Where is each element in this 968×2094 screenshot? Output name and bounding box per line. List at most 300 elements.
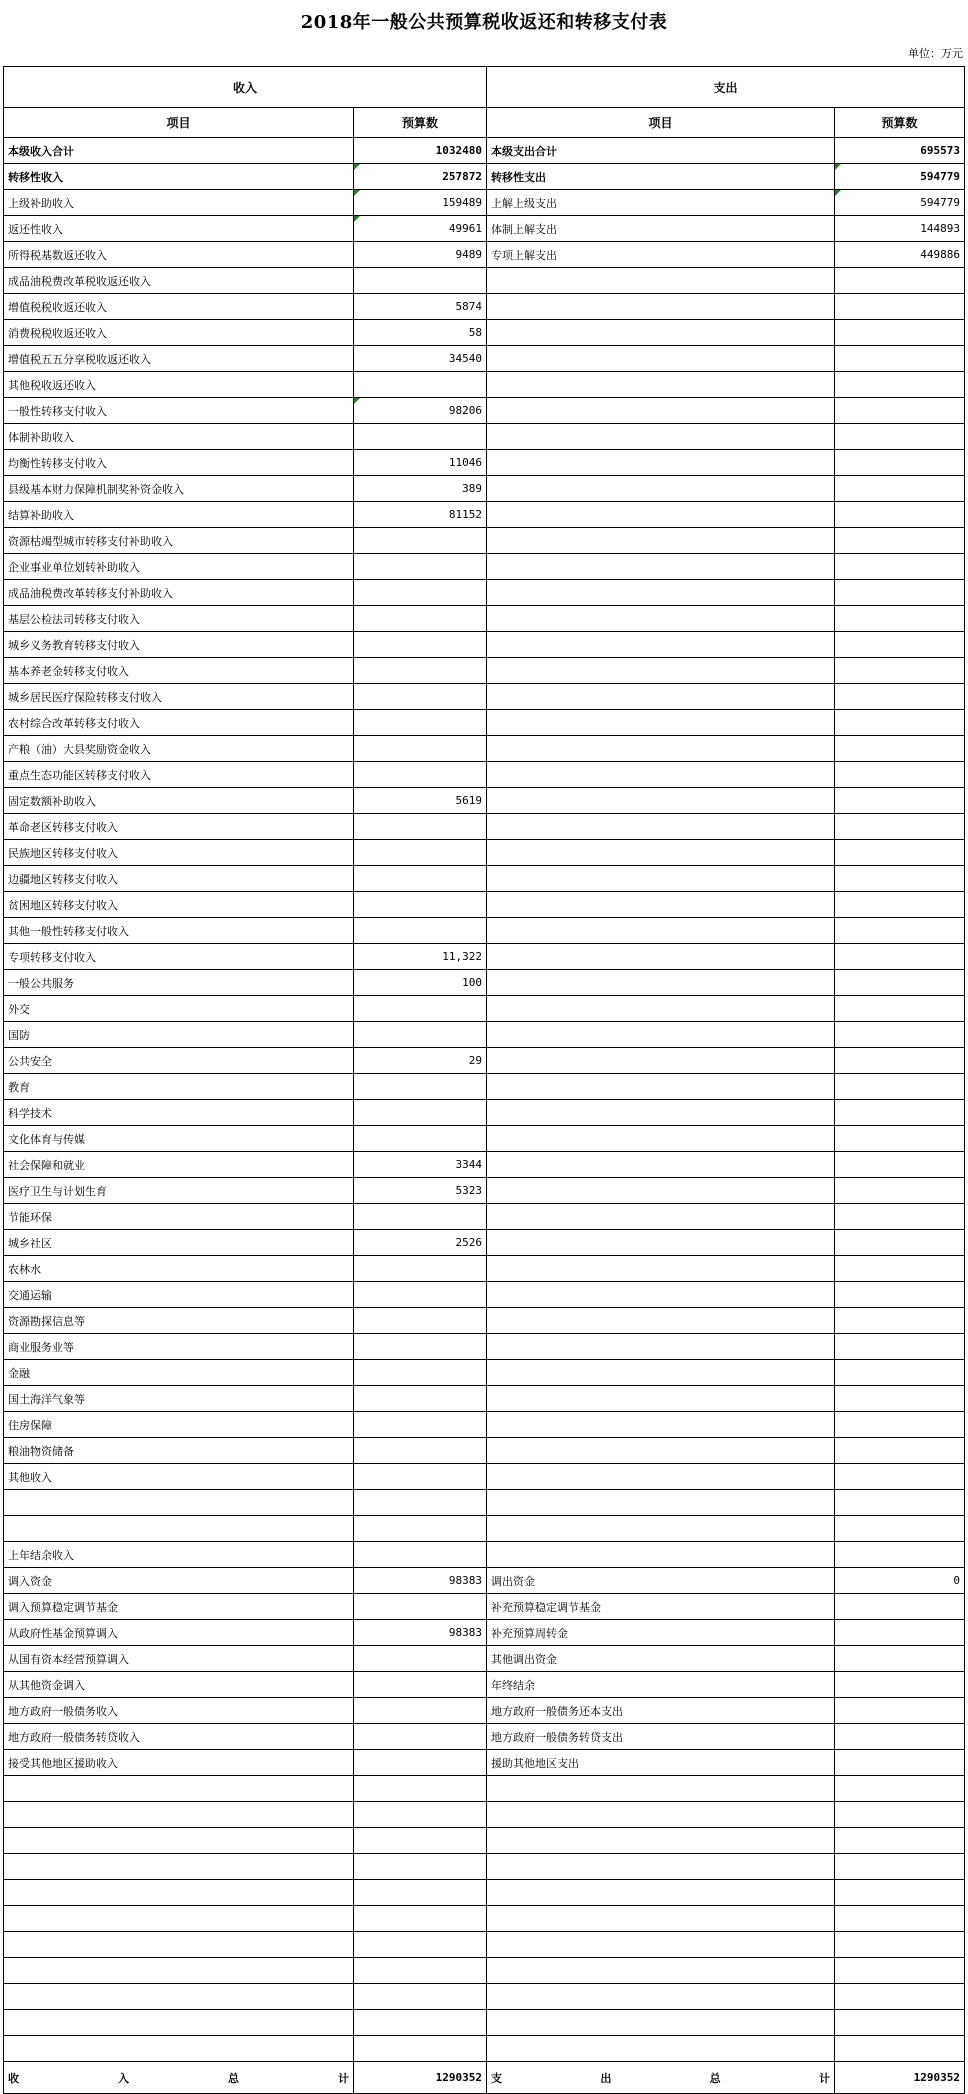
expense-item-cell — [487, 606, 835, 632]
expense-item-cell — [487, 2036, 835, 2062]
expense-budget-cell — [835, 1438, 965, 1464]
expense-item-cell — [487, 398, 835, 424]
expense-budget-cell — [835, 1022, 965, 1048]
expense-budget-cell: 0 — [835, 1568, 965, 1594]
expense-budget-cell — [835, 476, 965, 502]
expense-item-cell — [487, 1516, 835, 1542]
table-row — [4, 1984, 965, 2010]
expense-budget-cell — [835, 1126, 965, 1152]
expense-budget-cell — [835, 1594, 965, 1620]
income-item-cell: 本级收入合计 — [4, 138, 354, 164]
expense-budget-cell — [835, 658, 965, 684]
expense-item-cell — [487, 2010, 835, 2036]
expense-item-cell — [487, 658, 835, 684]
unit-label: 单位：万元 — [908, 47, 963, 60]
income-item-cell: 外交 — [4, 996, 354, 1022]
expense-budget-cell — [835, 1958, 965, 1984]
income-budget-cell — [354, 762, 487, 788]
expense-item-cell — [487, 1490, 835, 1516]
expense-total-value: 1290352 — [835, 2062, 965, 2094]
income-budget-cell: 100 — [354, 970, 487, 996]
income-item-cell — [4, 1880, 354, 1906]
expense-budget-cell — [835, 1048, 965, 1074]
income-budget-cell — [354, 1828, 487, 1854]
income-budget-cell: 3344 — [354, 1152, 487, 1178]
expense-total-char: 支 — [491, 2071, 503, 2085]
table-row — [4, 1256, 965, 1282]
table-row — [4, 762, 965, 788]
income-budget-cell — [354, 710, 487, 736]
expense-budget-cell — [835, 788, 965, 814]
expense-item-cell — [487, 1984, 835, 2010]
income-item-cell: 边疆地区转移支付收入 — [4, 866, 354, 892]
table-row — [4, 606, 965, 632]
table-row — [4, 970, 965, 996]
expense-item-cell — [487, 1048, 835, 1074]
income-budget-cell: 159489 — [354, 190, 487, 216]
expense-item-cell — [487, 944, 835, 970]
expense-budget-cell — [835, 1204, 965, 1230]
table-row — [4, 528, 965, 554]
income-item-cell — [4, 2010, 354, 2036]
income-budget-cell — [354, 1594, 487, 1620]
table-row — [4, 1178, 965, 1204]
table-row — [4, 1204, 965, 1230]
expense-item-cell: 调出资金 — [487, 1568, 835, 1594]
expense-item-cell — [487, 1932, 835, 1958]
table-row — [4, 1828, 965, 1854]
table-row — [4, 1152, 965, 1178]
income-item-cell: 其他一般性转移支付收入 — [4, 918, 354, 944]
expense-budget-cell — [835, 1256, 965, 1282]
expense-item-cell: 转移性支出 — [487, 164, 835, 190]
income-budget-cell: 9489 — [354, 242, 487, 268]
expense-budget-cell — [835, 1516, 965, 1542]
income-budget-cell — [354, 1542, 487, 1568]
income-item-cell: 从其他资金调入 — [4, 1672, 354, 1698]
income-item-cell: 基本养老金转移支付收入 — [4, 658, 354, 684]
expense-budget-cell — [835, 918, 965, 944]
table-row — [4, 892, 965, 918]
income-item-cell: 文化体育与传媒 — [4, 1126, 354, 1152]
expense-item-cell — [487, 1022, 835, 1048]
expense-budget-cell — [835, 1360, 965, 1386]
income-item-cell: 上年结余收入 — [4, 1542, 354, 1568]
expense-total-char: 总 — [709, 2071, 721, 2085]
expense-item-cell — [487, 762, 835, 788]
table-row — [4, 1932, 965, 1958]
income-item-cell: 返还性收入 — [4, 216, 354, 242]
expense-item-cell — [487, 320, 835, 346]
income-total-char: 入 — [118, 2071, 129, 2085]
expense-budget-cell — [835, 1464, 965, 1490]
income-budget-cell — [354, 1412, 487, 1438]
table-row — [4, 1386, 965, 1412]
expense-budget-cell — [835, 1932, 965, 1958]
income-item-cell: 国土海洋气象等 — [4, 1386, 354, 1412]
income-item-cell: 重点生态功能区转移支付收入 — [4, 762, 354, 788]
expense-item-cell — [487, 866, 835, 892]
expense-item-cell — [487, 814, 835, 840]
income-item-cell: 金融 — [4, 1360, 354, 1386]
table-row — [4, 1360, 965, 1386]
table-row — [4, 684, 965, 710]
income-total-char: 收 — [8, 2071, 19, 2085]
expense-budget-cell — [835, 710, 965, 736]
page-title: 2018年一般公共预算税收返还和转移支付表 — [300, 12, 668, 33]
expense-budget-cell — [835, 1906, 965, 1932]
table-row — [4, 1048, 965, 1074]
table-row — [4, 1490, 965, 1516]
expense-item-cell — [487, 424, 835, 450]
expense-budget-cell — [835, 1750, 965, 1776]
income-item-cell: 公共安全 — [4, 1048, 354, 1074]
expense-budget-cell — [835, 424, 965, 450]
income-budget-cell — [354, 268, 487, 294]
income-item-cell: 交通运输 — [4, 1282, 354, 1308]
income-budget-cell — [354, 996, 487, 1022]
expense-item-cell: 本级支出合计 — [487, 138, 835, 164]
expense-budget-cell — [835, 1230, 965, 1256]
income-total-label — [4, 2062, 354, 2094]
expense-budget-cell: 144893 — [835, 216, 965, 242]
expense-budget-cell — [835, 1724, 965, 1750]
income-budget-cell: 11,322 — [354, 944, 487, 970]
section-header-row — [4, 67, 965, 108]
income-budget-cell — [354, 1074, 487, 1100]
income-item-cell: 资源勘探信息等 — [4, 1308, 354, 1334]
expense-item-cell — [487, 736, 835, 762]
income-budget-cell: 81152 — [354, 502, 487, 528]
expense-budget-cell — [835, 528, 965, 554]
table-row — [4, 1906, 965, 1932]
expense-budget-cell — [835, 1152, 965, 1178]
income-item-cell — [4, 1906, 354, 1932]
income-item-cell: 从国有资本经营预算调入 — [4, 1646, 354, 1672]
income-item-cell — [4, 1516, 354, 1542]
income-budget-cell — [354, 1022, 487, 1048]
table-row — [4, 450, 965, 476]
income-item-cell: 地方政府一般债务转贷收入 — [4, 1724, 354, 1750]
totals-row — [4, 2062, 965, 2094]
income-item-cell: 企业事业单位划转补助收入 — [4, 554, 354, 580]
income-budget-cell — [354, 554, 487, 580]
expense-item-cell — [487, 1204, 835, 1230]
expense-budget-cell — [835, 1828, 965, 1854]
expense-budget-cell — [835, 1672, 965, 1698]
expense-item-cell — [487, 1438, 835, 1464]
expense-item-cell — [487, 1542, 835, 1568]
income-item-cell: 成品油税费改革转移支付补助收入 — [4, 580, 354, 606]
income-item-cell: 上级补助收入 — [4, 190, 354, 216]
expense-budget-cell — [835, 1490, 965, 1516]
income-budget-cell — [354, 1932, 487, 1958]
expense-budget-cell: 449886 — [835, 242, 965, 268]
table-row — [4, 1724, 965, 1750]
income-budget-cell — [354, 1854, 487, 1880]
table-row — [4, 1776, 965, 1802]
expense-total-char: 计 — [819, 2071, 830, 2085]
income-item-cell — [4, 1932, 354, 1958]
expense-item-cell — [487, 1308, 835, 1334]
expense-item-cell — [487, 528, 835, 554]
table-row — [4, 1438, 965, 1464]
income-budget-cell — [354, 1282, 487, 1308]
table-row — [4, 736, 965, 762]
table-row — [4, 1308, 965, 1334]
income-budget-cell — [354, 1984, 487, 2010]
income-item-cell: 体制补助收入 — [4, 424, 354, 450]
income-budget-cell: 1032480 — [354, 138, 487, 164]
expense-budget-cell — [835, 372, 965, 398]
income-budget-cell — [354, 1386, 487, 1412]
income-budget-cell: 29 — [354, 1048, 487, 1074]
income-item-cell: 城乡社区 — [4, 1230, 354, 1256]
expense-budget-cell — [835, 632, 965, 658]
income-budget-cell — [354, 1906, 487, 1932]
income-budget-cell — [354, 1438, 487, 1464]
table-row — [4, 398, 965, 424]
expense-item-cell: 上解上级支出 — [487, 190, 835, 216]
income-item-cell — [4, 1776, 354, 1802]
expense-item-cell — [487, 372, 835, 398]
income-item-cell — [4, 1854, 354, 1880]
income-budget-cell — [354, 1958, 487, 1984]
expense-item-cell: 其他调出资金 — [487, 1646, 835, 1672]
expense-budget-cell — [835, 1282, 965, 1308]
table-row — [4, 1594, 965, 1620]
expense-item-cell — [487, 1802, 835, 1828]
expense-budget-cell — [835, 2010, 965, 2036]
expense-budget-cell — [835, 1334, 965, 1360]
expense-item-cell — [487, 1074, 835, 1100]
expense-budget-cell — [835, 944, 965, 970]
expense-budget-cell — [835, 814, 965, 840]
expense-budget-cell — [835, 1698, 965, 1724]
expense-budget-cell — [835, 1412, 965, 1438]
income-item-cell: 社会保障和就业 — [4, 1152, 354, 1178]
expense-item-header: 项目 — [487, 108, 835, 138]
table-row — [4, 1516, 965, 1542]
table-row — [4, 346, 965, 372]
expense-item-cell — [487, 1464, 835, 1490]
expense-item-cell — [487, 1828, 835, 1854]
table-row — [4, 1854, 965, 1880]
table-row — [4, 580, 965, 606]
table-row — [4, 788, 965, 814]
expense-item-cell — [487, 1178, 835, 1204]
expense-item-cell: 年终结余 — [487, 1672, 835, 1698]
expense-budget-cell — [835, 996, 965, 1022]
table-row — [4, 1542, 965, 1568]
income-item-cell — [4, 1802, 354, 1828]
table-row — [4, 658, 965, 684]
expense-budget-cell — [835, 1100, 965, 1126]
income-budget-cell: 5874 — [354, 294, 487, 320]
expense-item-cell — [487, 294, 835, 320]
expense-item-cell — [487, 1906, 835, 1932]
table-row — [4, 814, 965, 840]
income-budget-cell — [354, 1100, 487, 1126]
expense-item-cell: 补充预算周转金 — [487, 1620, 835, 1646]
table-row — [4, 1646, 965, 1672]
table-row — [4, 1230, 965, 1256]
income-budget-cell: 34540 — [354, 346, 487, 372]
income-item-cell: 农林水 — [4, 1256, 354, 1282]
expense-item-cell — [487, 1854, 835, 1880]
income-total-value: 1290352 — [354, 2062, 487, 2094]
income-budget-cell: 5619 — [354, 788, 487, 814]
income-budget-cell — [354, 424, 487, 450]
expense-budget-cell — [835, 1646, 965, 1672]
income-item-cell: 农村综合改革转移支付收入 — [4, 710, 354, 736]
income-budget-cell — [354, 684, 487, 710]
table-row — [4, 2036, 965, 2062]
income-budget-cell — [354, 866, 487, 892]
income-budget-cell: 11046 — [354, 450, 487, 476]
expense-item-cell — [487, 502, 835, 528]
income-item-cell: 从政府性基金预算调入 — [4, 1620, 354, 1646]
expense-budget-cell — [835, 1854, 965, 1880]
expense-budget-cell — [835, 1802, 965, 1828]
income-item-cell: 一般公共服务 — [4, 970, 354, 996]
income-item-cell: 消费税税收返还收入 — [4, 320, 354, 346]
income-item-cell: 固定数额补助收入 — [4, 788, 354, 814]
income-budget-cell — [354, 1698, 487, 1724]
expense-item-cell — [487, 1256, 835, 1282]
income-budget-cell: 2526 — [354, 1230, 487, 1256]
expense-item-cell — [487, 1360, 835, 1386]
income-budget-cell — [354, 814, 487, 840]
income-budget-cell — [354, 606, 487, 632]
table-row — [4, 268, 965, 294]
table-row — [4, 1568, 965, 1594]
expense-budget-cell — [835, 1880, 965, 1906]
income-budget-cell: 5323 — [354, 1178, 487, 1204]
income-budget-cell — [354, 736, 487, 762]
income-item-cell: 接受其他地区援助收入 — [4, 1750, 354, 1776]
table-row — [4, 1750, 965, 1776]
expense-item-cell — [487, 710, 835, 736]
income-item-cell: 成品油税费改革税收返还收入 — [4, 268, 354, 294]
expense-budget-cell — [835, 1074, 965, 1100]
table-row — [4, 1672, 965, 1698]
table-row — [4, 216, 965, 242]
expense-budget-cell — [835, 684, 965, 710]
table-row — [4, 294, 965, 320]
table-row — [4, 1126, 965, 1152]
income-budget-cell — [354, 1256, 487, 1282]
expense-item-cell — [487, 684, 835, 710]
income-item-cell: 调入资金 — [4, 1568, 354, 1594]
expense-item-cell — [487, 840, 835, 866]
expense-item-cell: 地方政府一般债务转贷支出 — [487, 1724, 835, 1750]
income-budget-header: 预算数 — [354, 108, 487, 138]
income-item-cell: 地方政府一般债务收入 — [4, 1698, 354, 1724]
expense-budget-cell — [835, 892, 965, 918]
table-row — [4, 1334, 965, 1360]
expense-item-cell: 体制上解支出 — [487, 216, 835, 242]
income-item-cell: 均衡性转移支付收入 — [4, 450, 354, 476]
expense-budget-cell: 594779 — [835, 164, 965, 190]
income-item-cell: 资源枯竭型城市转移支付补助收入 — [4, 528, 354, 554]
expense-item-cell — [487, 1412, 835, 1438]
column-header-row — [4, 108, 965, 138]
income-item-cell — [4, 2036, 354, 2062]
expense-budget-header: 预算数 — [835, 108, 965, 138]
income-item-cell — [4, 1958, 354, 1984]
budget-table — [3, 66, 965, 2094]
income-budget-cell: 257872 — [354, 164, 487, 190]
income-budget-cell — [354, 632, 487, 658]
expense-item-cell — [487, 1100, 835, 1126]
expense-item-cell — [487, 1880, 835, 1906]
expense-item-cell — [487, 788, 835, 814]
expense-item-cell — [487, 892, 835, 918]
income-budget-cell — [354, 1776, 487, 1802]
expense-budget-cell — [835, 1386, 965, 1412]
income-budget-cell — [354, 528, 487, 554]
expense-item-cell — [487, 476, 835, 502]
expense-item-cell: 专项上解支出 — [487, 242, 835, 268]
table-row — [4, 840, 965, 866]
income-budget-cell — [354, 1464, 487, 1490]
table-row — [4, 554, 965, 580]
table-row — [4, 372, 965, 398]
expense-total-label — [487, 2062, 835, 2094]
expense-budget-cell — [835, 1308, 965, 1334]
expense-budget-cell — [835, 346, 965, 372]
income-budget-cell — [354, 372, 487, 398]
income-budget-cell — [354, 892, 487, 918]
table-row — [4, 1958, 965, 1984]
income-total-char: 计 — [338, 2071, 349, 2085]
expense-item-cell — [487, 1386, 835, 1412]
table-row — [4, 320, 965, 346]
table-row — [4, 944, 965, 970]
table-row — [4, 1412, 965, 1438]
expense-budget-cell — [835, 398, 965, 424]
income-budget-cell — [354, 1490, 487, 1516]
income-item-cell: 其他税收返还收入 — [4, 372, 354, 398]
expense-item-cell — [487, 554, 835, 580]
expense-item-cell — [487, 1958, 835, 1984]
income-budget-cell — [354, 1802, 487, 1828]
expense-item-cell — [487, 1776, 835, 1802]
income-budget-cell — [354, 1646, 487, 1672]
table-row — [4, 710, 965, 736]
expense-budget-cell — [835, 840, 965, 866]
table-row — [4, 1464, 965, 1490]
income-budget-cell: 389 — [354, 476, 487, 502]
income-budget-cell: 98383 — [354, 1620, 487, 1646]
income-budget-cell — [354, 1880, 487, 1906]
income-item-cell: 其他收入 — [4, 1464, 354, 1490]
table-row — [4, 1022, 965, 1048]
income-item-cell — [4, 1828, 354, 1854]
expense-budget-cell — [835, 606, 965, 632]
income-budget-cell — [354, 1126, 487, 1152]
table-row — [4, 1074, 965, 1100]
income-item-header: 项目 — [4, 108, 354, 138]
income-item-cell: 一般性转移支付收入 — [4, 398, 354, 424]
expense-item-cell — [487, 1334, 835, 1360]
expense-budget-cell — [835, 2036, 965, 2062]
expense-item-cell — [487, 1126, 835, 1152]
income-item-cell — [4, 1984, 354, 2010]
income-item-cell: 贫困地区转移支付收入 — [4, 892, 354, 918]
table-row — [4, 632, 965, 658]
